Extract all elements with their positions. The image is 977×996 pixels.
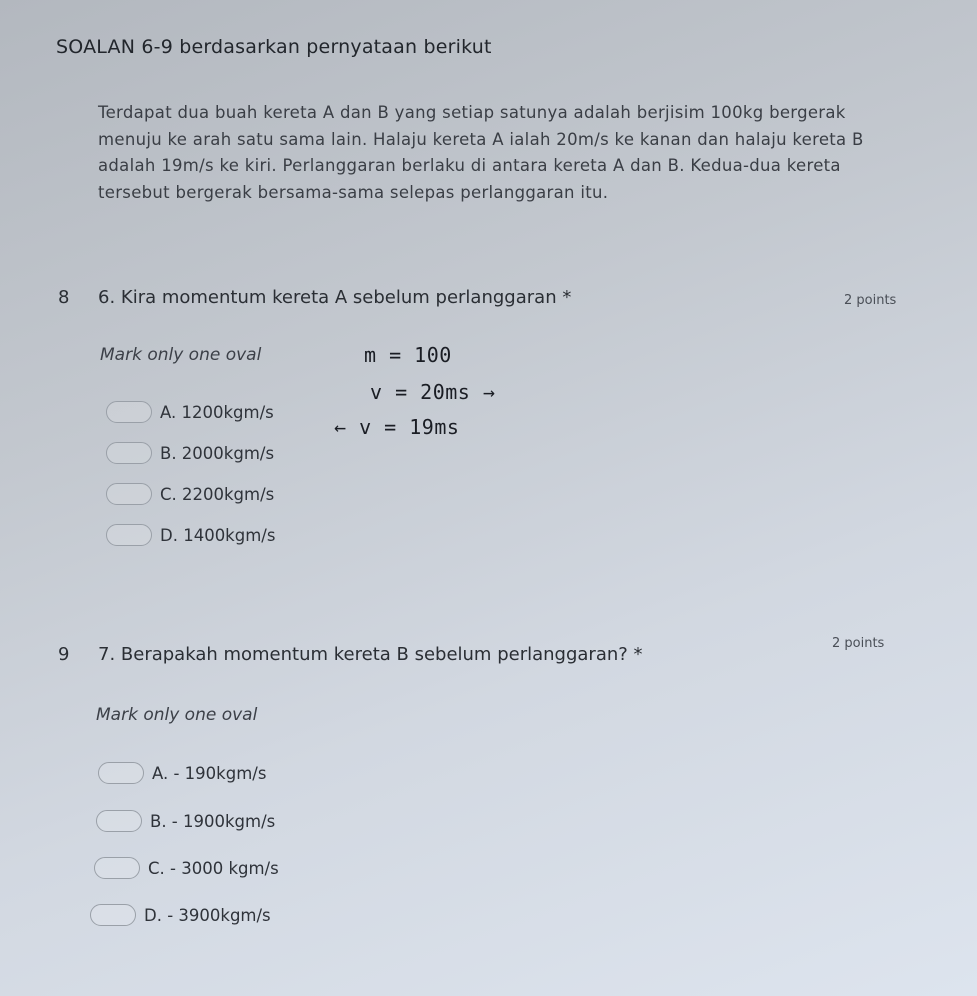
question-number-9: 9 xyxy=(58,644,70,665)
handwritten-mass-note: m = 100 xyxy=(364,343,452,367)
radio-oval[interactable] xyxy=(94,857,140,879)
passage-text: Terdapat dua buah kereta A dan B yang setiap satunya adalah berjisim 100kg bergerak menuju ke arah satu sama lain. Halaju kereta A ialah 20m/s ke kanan dan halaju kereta B adalah 19m/s ke kiri. Perlanggaran berlaku di antara kereta A dan B. Kedua-dua kereta tersebut bergerak bersama-sama selepas perlanggaran itu. xyxy=(98,103,864,202)
q6-option-a-label: A. 1200kgm/s xyxy=(160,402,274,422)
q7-option-a[interactable] xyxy=(98,762,266,784)
radio-oval[interactable] xyxy=(96,810,142,832)
q6-option-d[interactable] xyxy=(106,524,275,546)
q6-option-a[interactable] xyxy=(106,401,274,423)
radio-oval[interactable] xyxy=(98,762,144,784)
question-7-hint: Mark only one oval xyxy=(96,705,258,725)
q7-option-c[interactable] xyxy=(94,857,279,879)
radio-oval[interactable] xyxy=(106,401,152,423)
handwritten-velocity-a-note: v = 20ms → xyxy=(370,380,496,404)
q7-option-c-label: C. - 3000 kgm/s xyxy=(148,858,279,878)
radio-oval[interactable] xyxy=(90,904,136,926)
question-6-text: 6. Kira momentum kereta A sebelum perlanggaran * xyxy=(98,287,572,308)
radio-oval[interactable] xyxy=(106,524,152,546)
q6-option-b[interactable] xyxy=(106,442,274,464)
q6-option-c[interactable] xyxy=(106,483,274,505)
q7-option-a-label: A. - 190kgm/s xyxy=(152,763,267,783)
q6-option-c-label: C. 2200kgm/s xyxy=(160,484,275,504)
handwritten-velocity-b-note: ← v = 19ms xyxy=(334,415,460,439)
q6-option-d-label: D. 1400kgm/s xyxy=(160,525,276,545)
section-title: SOALAN 6-9 berdasarkan pernyataan berikut xyxy=(56,36,492,58)
question-number-8: 8 xyxy=(58,287,70,308)
q7-option-b[interactable] xyxy=(96,810,275,832)
q7-option-d[interactable] xyxy=(90,904,271,926)
q6-option-b-label: B. 2000kgm/s xyxy=(160,443,275,463)
question-7-points: 2 points xyxy=(832,636,885,651)
q7-option-b-label: B. - 1900kgm/s xyxy=(150,811,276,831)
radio-oval[interactable] xyxy=(106,483,152,505)
question-6-hint: Mark only one oval xyxy=(100,345,262,365)
radio-oval[interactable] xyxy=(106,442,152,464)
q7-option-d-label: D. - 3900kgm/s xyxy=(144,905,271,925)
question-7-text: 7. Berapakah momentum kereta B sebelum perlanggaran? * xyxy=(98,644,643,665)
question-6-points: 2 points xyxy=(844,293,897,308)
